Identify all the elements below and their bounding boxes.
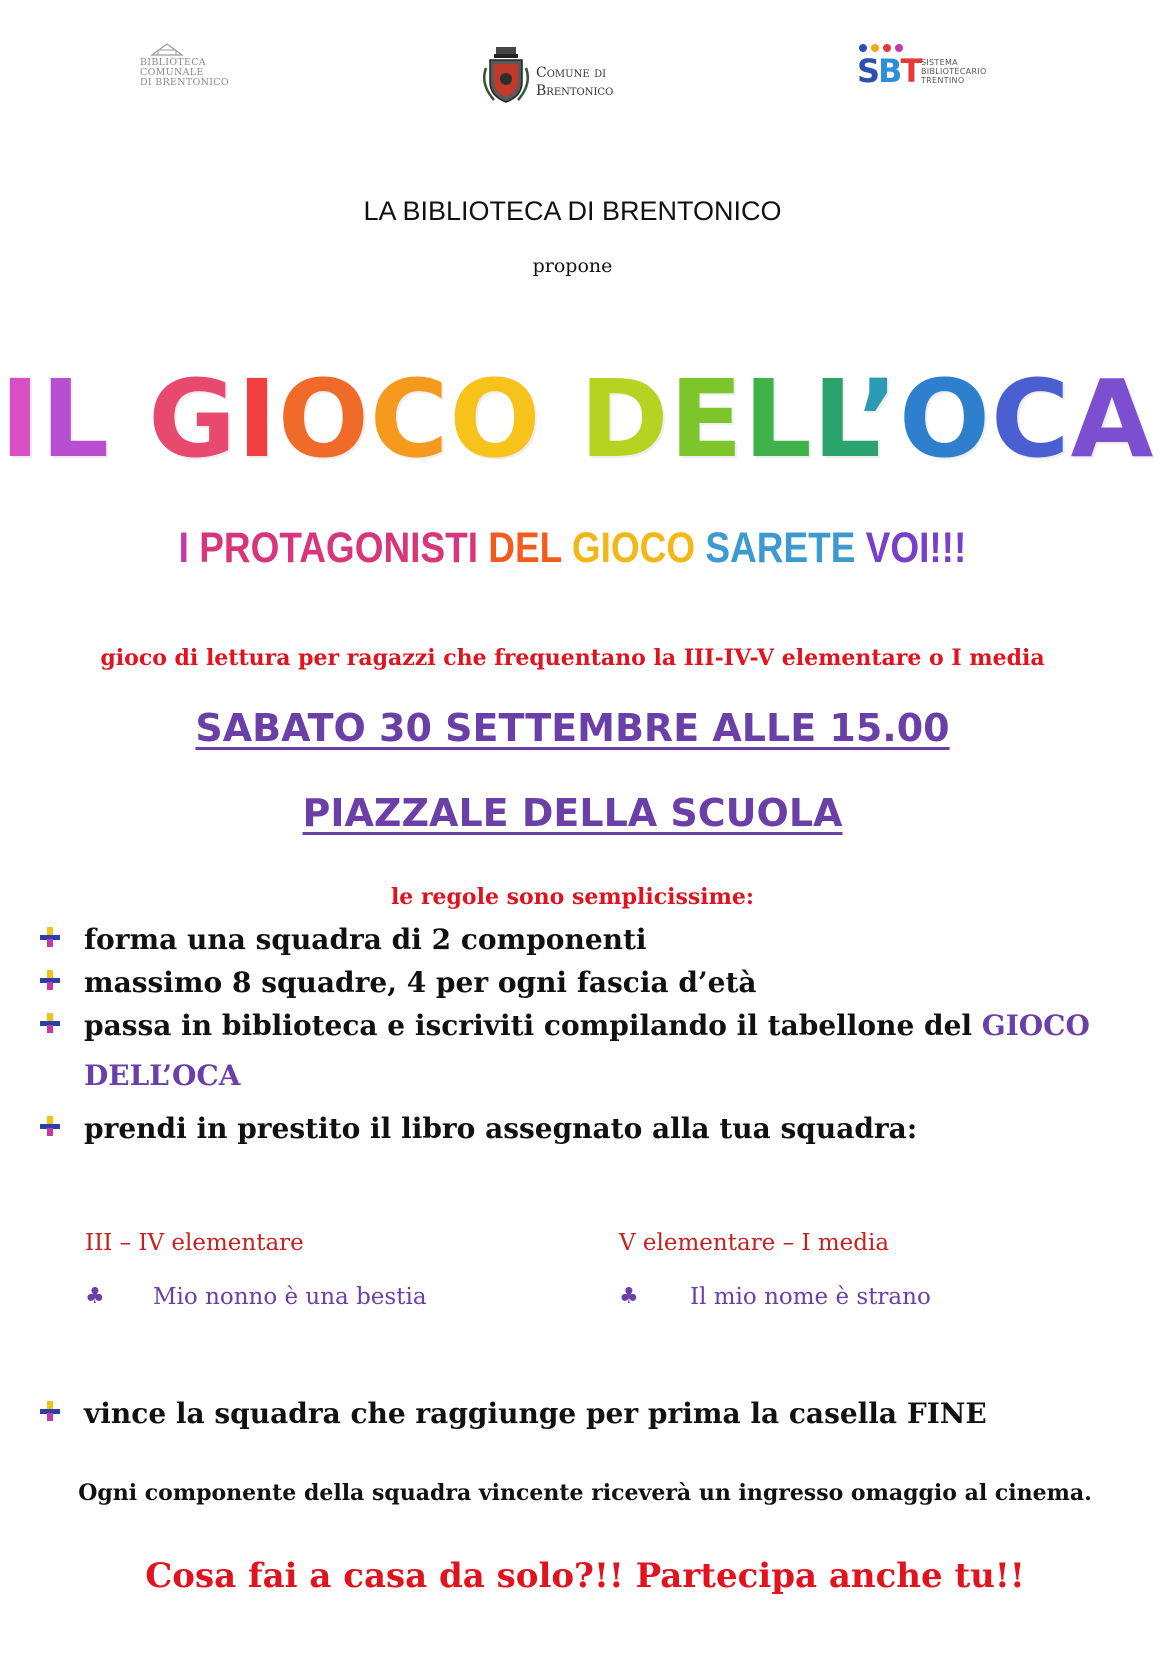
book-column-head-1: III – IV elementare [85, 1230, 304, 1256]
rule-text: passa in biblioteca e iscriviti compilando il tabellone del GIOCO DELL’OCA [84, 1009, 1090, 1092]
subtitle-word: GIOCO [571, 524, 706, 572]
coat-of-arms-icon [480, 44, 532, 108]
proposes-text: propone [532, 255, 613, 277]
sbt-logo [857, 40, 1007, 95]
subtitle [80, 524, 1065, 573]
bullet-cross-icon [38, 925, 62, 949]
biblioteca-logo [140, 40, 245, 95]
title-letter: I [237, 358, 278, 482]
title-letter: I [0, 358, 41, 482]
title-letter [541, 358, 579, 482]
rule-text: vince la squadra che raggiunge per prima la casella FINE [84, 1397, 987, 1430]
library-building-icon [150, 42, 184, 56]
closing-call: Cosa fai a casa da solo?!! Partecipa anche tu!! [145, 1556, 1025, 1596]
title-letter: C [369, 358, 450, 482]
subtitle-word: DEL [488, 524, 572, 572]
title-letter: E [669, 358, 744, 482]
title-letter [110, 358, 148, 482]
comune-logo [480, 44, 640, 114]
title-letter: A [1070, 358, 1155, 482]
sbt-abbreviation: SBT [857, 52, 921, 90]
event-date: SABATO 30 SETTEMBRE ALLE 15.00 [195, 706, 950, 750]
title-letter: D [579, 358, 670, 482]
rule-text: forma una squadra di 2 componenti [84, 923, 647, 956]
main-title [0, 358, 1155, 482]
sbt-logo-text: SISTEMA BIBLIOTECARIO TRENTINO [921, 58, 987, 85]
title-letter: C [990, 358, 1071, 482]
prize-note: Ogni componente della squadra vincente riceverà un ingresso omaggio al cinema. [78, 1480, 1092, 1506]
book-title-2: Il mio nome è strano [690, 1284, 931, 1310]
event-place: PIAZZALE DELLA SCUOLA [302, 791, 843, 835]
audience-text: gioco di lettura per ragazzi che frequentano la III-IV-V elementare o I media [100, 645, 1045, 671]
title-letter: G [148, 358, 238, 482]
bullet-cross-icon [38, 1399, 62, 1423]
title-letter: L [812, 358, 858, 482]
rule-text: massimo 8 squadre, 4 per ogni fascia d’età [84, 966, 757, 999]
club-icon: ♣ [85, 1284, 105, 1309]
subtitle-word: SARETE [705, 524, 866, 572]
game-name-highlight: GIOCO DELL’OCA [84, 1009, 1090, 1092]
title-letter: L [40, 358, 110, 482]
subtitle-word: VOI!!! [865, 524, 967, 572]
book-title-1: Mio nonno è una bestia [153, 1284, 427, 1310]
bullet-cross-icon [38, 968, 62, 992]
title-letter: O [898, 358, 991, 482]
biblioteca-logo-text: BIBLIOTECA COMUNALE DI BRENTONICO [140, 57, 229, 88]
rules-intro: le regole sono semplicissime: [390, 884, 755, 910]
rule-text: prendi in prestito il libro assegnato alla tua squadra: [84, 1112, 918, 1145]
bullet-cross-icon [38, 1011, 62, 1035]
title-letter: ’ [857, 358, 899, 482]
title-letter: O [277, 358, 370, 482]
organizer-heading: LA BIBLIOTECA DI BRENTONICO [363, 196, 782, 226]
subtitle-word: I [178, 524, 200, 572]
title-letter: O [449, 358, 542, 482]
club-icon: ♣ [619, 1284, 639, 1309]
comune-logo-text: Comune di Brentonico [536, 65, 614, 99]
subtitle-word: PROTAGONISTI [199, 524, 489, 572]
title-letter: L [743, 358, 813, 482]
book-column-head-2: V elementare – I media [619, 1230, 890, 1256]
bullet-cross-icon [38, 1114, 62, 1138]
